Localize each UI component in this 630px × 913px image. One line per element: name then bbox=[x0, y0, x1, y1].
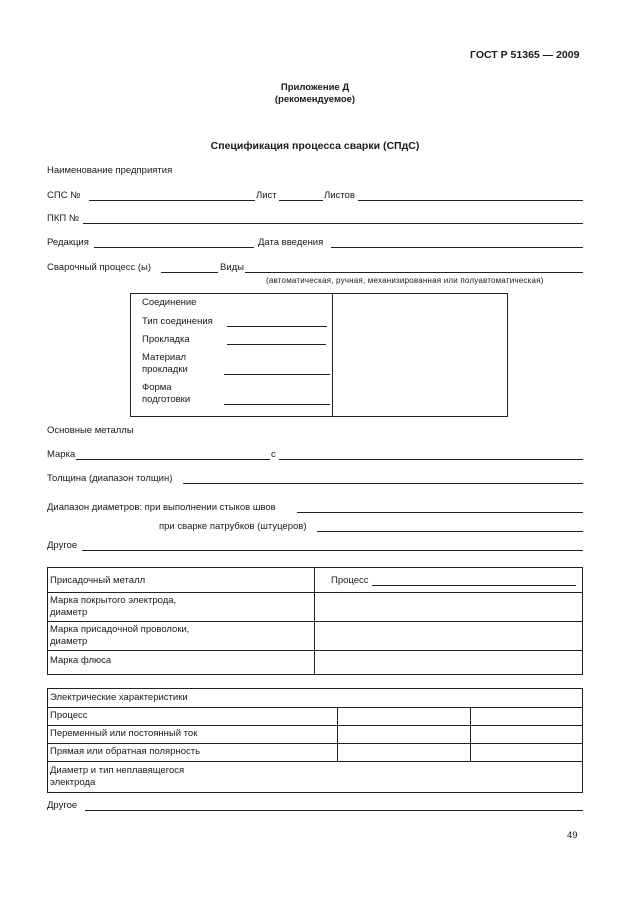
electrical-row-sep bbox=[47, 743, 583, 744]
sheet-label: Лист bbox=[256, 190, 277, 201]
sps-no-field[interactable] bbox=[89, 200, 255, 201]
filler-row-sep bbox=[47, 650, 583, 651]
filler-row: Марка флюса bbox=[50, 655, 112, 666]
electrical-header: Электрические характеристики bbox=[50, 692, 188, 703]
electrical-col-sep bbox=[337, 707, 338, 761]
company-label: Наименование предприятия bbox=[47, 165, 173, 176]
filler-process-label: Процесс bbox=[331, 575, 369, 586]
thickness-field[interactable] bbox=[183, 483, 583, 484]
intro-date-field[interactable] bbox=[331, 247, 583, 248]
intro-date-label: Дата введения bbox=[258, 237, 324, 248]
nozzles-label: при сварке патрубков (штуцеров) bbox=[159, 521, 307, 532]
kinds-field[interactable] bbox=[245, 272, 583, 273]
kinds-hint: (автоматическая, ручная, механизированная или полуавтоматическая) bbox=[266, 276, 544, 285]
edition-field[interactable] bbox=[94, 247, 254, 248]
weld-process-field[interactable] bbox=[161, 272, 218, 273]
electrical-row-sep bbox=[47, 761, 583, 762]
preparation-label: Форма подготовки bbox=[142, 382, 191, 405]
standard-number: ГОСТ Р 51365 — 2009 bbox=[470, 49, 580, 61]
filler-row-sep bbox=[47, 592, 583, 593]
sheets-field[interactable] bbox=[358, 200, 583, 201]
electrode-row: Диаметр и тип неплавящегося электрода bbox=[50, 765, 185, 788]
electrical-col-sep bbox=[470, 707, 471, 761]
kinds-label: Виды bbox=[220, 262, 245, 273]
joint-type-label: Тип соединения bbox=[142, 316, 213, 327]
backing-material-label: Материал прокладки bbox=[142, 352, 188, 375]
appendix-subtitle: (рекомендуемое) bbox=[274, 94, 356, 105]
backing-material-field[interactable] bbox=[224, 374, 330, 375]
sheets-label: Листов bbox=[324, 190, 355, 201]
edition-label: Редакция bbox=[47, 237, 89, 248]
grade-field[interactable] bbox=[76, 459, 270, 460]
diameters-label: Диапазон диаметров: при выполнении стыков швов bbox=[47, 502, 276, 513]
joint-box-divider bbox=[332, 293, 333, 417]
footer-other-field[interactable] bbox=[85, 810, 583, 811]
sps-no-label: СПС № bbox=[47, 190, 81, 201]
preparation-field[interactable] bbox=[224, 404, 330, 405]
weld-process-label: Сварочный процесс (ы) bbox=[47, 262, 152, 273]
pkp-no-field[interactable] bbox=[83, 223, 583, 224]
base-other-field[interactable] bbox=[82, 550, 583, 551]
sheet-field[interactable] bbox=[279, 200, 323, 201]
appendix-title: Приложение Д bbox=[280, 82, 350, 93]
backing-label: Прокладка bbox=[142, 334, 190, 345]
nozzles-field[interactable] bbox=[317, 531, 583, 532]
joint-type-field[interactable] bbox=[227, 326, 327, 327]
electrical-row-sep bbox=[47, 725, 583, 726]
filler-header: Присадочный металл bbox=[50, 575, 146, 586]
base-metals-title: Основные металлы bbox=[47, 425, 134, 436]
page-number: 49 bbox=[567, 830, 578, 841]
filler-row: Марка присадочной проволоки, диаметр bbox=[50, 624, 190, 647]
filler-process-field[interactable] bbox=[372, 585, 576, 586]
base-other-label: Другое bbox=[47, 540, 78, 551]
thickness-label: Толщина (диапазон толщин) bbox=[47, 473, 173, 484]
filler-row: Марка покрытого электрода, диаметр bbox=[50, 595, 177, 618]
pkp-no-label: ПКП № bbox=[47, 213, 80, 224]
electrical-row: Процесс bbox=[50, 710, 88, 721]
footer-other-label: Другое bbox=[47, 800, 78, 811]
electrical-row: Прямая или обратная полярность bbox=[50, 746, 201, 757]
electrical-row-sep bbox=[47, 707, 583, 708]
backing-field[interactable] bbox=[227, 344, 326, 345]
grade-with-field[interactable] bbox=[279, 459, 583, 460]
diameters-field[interactable] bbox=[297, 512, 583, 513]
filler-row-sep bbox=[47, 621, 583, 622]
joint-title: Соединение bbox=[142, 297, 197, 308]
electrical-row: Переменный или постоянный ток bbox=[50, 728, 198, 739]
document-title: Спецификация процесса сварки (СПдС) bbox=[210, 140, 420, 152]
grade-with-label: с bbox=[271, 449, 276, 460]
grade-label: Марка bbox=[47, 449, 76, 460]
